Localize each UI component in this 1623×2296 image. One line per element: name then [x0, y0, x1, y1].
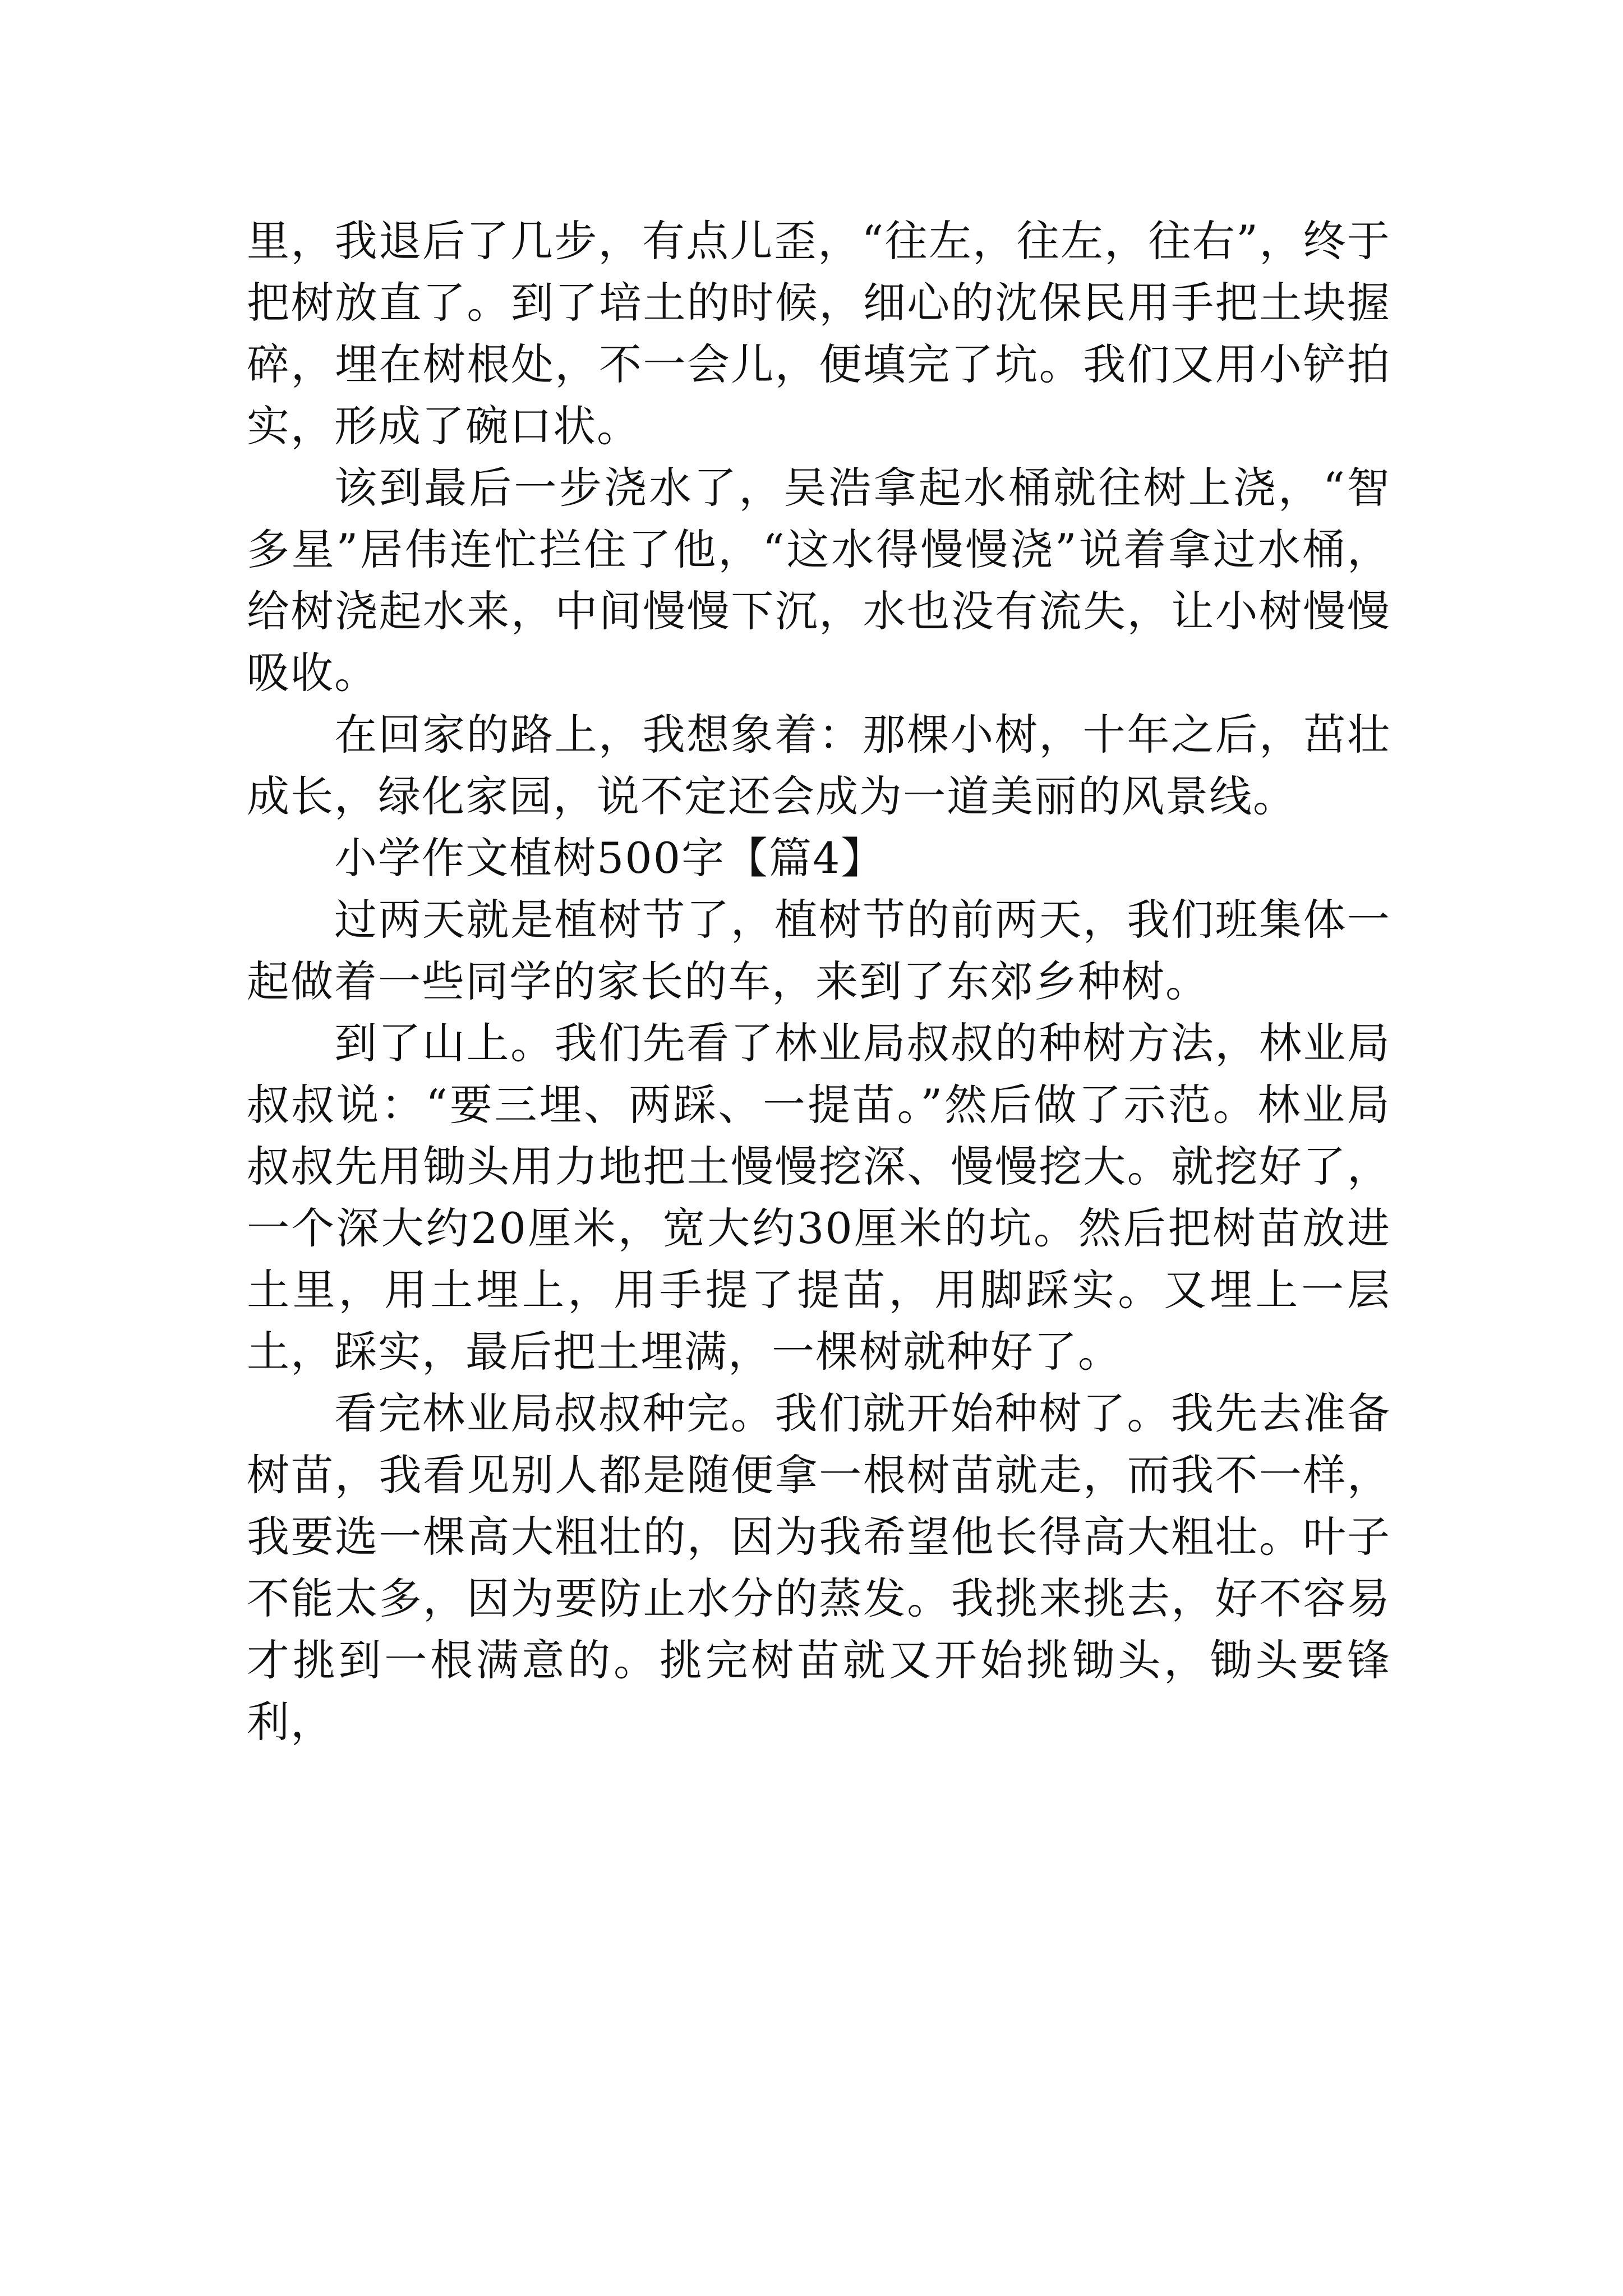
- document-body: [247, 210, 1391, 1753]
- paragraph: 看完林业局叔叔种完。我们就开始种树了。我先去准备树苗，我看见别人都是随便拿一根树苗就走，而我不一样，我要选一棵高大粗壮的，因为我希望他长得高大粗壮。叶子不能太多，因为要防止水分的蒸发。我挑来挑去，好不容易才挑到一根满意的。挑完树苗就又开始挑锄头，锄头要锋利，: [247, 1388, 1391, 1747]
- paragraph: 在回家的路上，我想象着：那棵小树，十年之后，茁壮成长，绿化家园，说不定还会成为一道美丽的风景线。: [247, 710, 1391, 821]
- paragraph: 过两天就是植树节了，植树节的前两天，我们班集体一起做着一些同学的家长的车，来到了东郊乡种树。: [247, 895, 1391, 1006]
- paragraph-continued: 里，我退后了几步，有点儿歪，“往左，往左，往右”，终于把树放直了。到了培土的时候，细心的沈保民用手把土块握碎，埋在树根处，不一会儿，便填完了坑。我们又用小铲拍实，形成了碗口状。: [247, 216, 1391, 451]
- section-heading: 小学作文植树500字【篇4】: [334, 833, 885, 883]
- paragraph: 到了山上。我们先看了林业局叔叔的种树方法，林业局叔叔说：“要三埋、两踩、一提苗。”然后做了示范。林业局叔叔先用锄头用力地把土慢慢挖深、慢慢挖大。就挖好了，一个深大约20厘米，宽大约30厘米的坑。然后把树苗放进土里，用土埋上，用手提了提苗，用脚踩实。又埋上一层土，踩实，最后把土埋满，一棵树就种好了。: [247, 1018, 1391, 1377]
- paragraph: 该到最后一步浇水了，吴浩拿起水桶就往树上浇，“智多星”居伟连忙拦住了他，“这水得慢慢浇”说着拿过水桶，给树浇起水来，中间慢慢下沉，水也没有流失，让小树慢慢吸收。: [247, 463, 1391, 698]
